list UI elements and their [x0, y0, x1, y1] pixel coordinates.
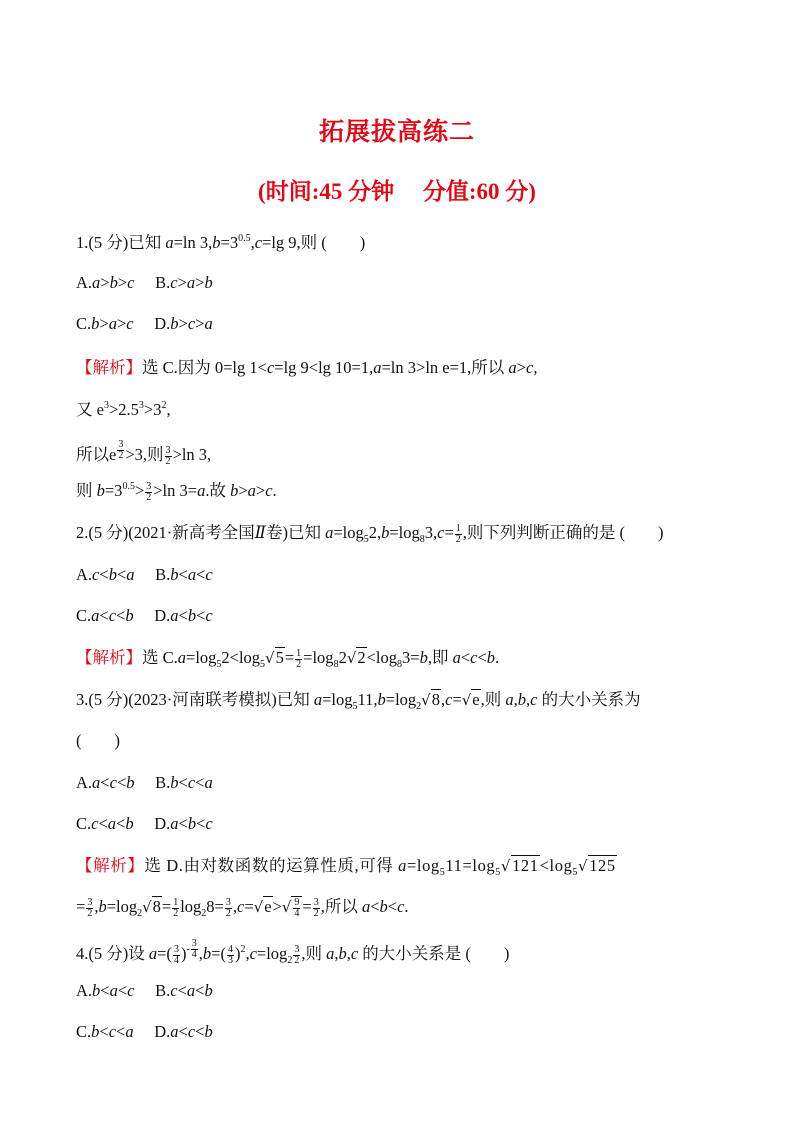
solution-tag: 【解析】 — [76, 358, 142, 377]
q1-solution-3: 所以e $^{\frac{3}{2}}$ >3,则 $\frac{3}{2}$ >ln 3, — [76, 439, 212, 467]
q3-paren: ( ) — [76, 731, 120, 750]
q3-solution-2: = $\frac{3}{2}$ $,b=\log_2√8=$ $\frac{1}{2}$ $\log_28=$ $\frac{3}{2}$ ,c=√e>√ $\frac{9}{4}$ = $\frac{3}{2}$ ,所以 a<b<c. — [76, 896, 409, 919]
q2-options-ab: A.c<b<a B.b<a<c — [76, 565, 213, 584]
q2-solution-1: 【解析】选 $C.a=\log_52<\log_5√5=$ $\frac{1}{2}$ $=\log_82√2<\log_83=b$,即 a<c<b. — [76, 647, 500, 670]
page-subtitle: (时间:45 分钟 分值:60 分) — [258, 179, 536, 205]
q4-stem: 4.(5 分)设 a=( $\frac{3}{4}$ )$^{- \frac{3}{4}}$ ,b=( $\frac{4}{3}$ )$^2,c=\log_2$ $\frac{3}{2}$ ,则 a,b,c 的大小关系是 ( ) — [76, 938, 510, 966]
q1-options-cd: C.b>a>c D.b>c>a — [76, 314, 213, 333]
q1-solution-4: 则 $b=3^{0.5}>$ $\frac{3}{2}$ >ln 3=a.故 b>a>c. — [76, 480, 277, 503]
q1-solution-2: 又 $e^3>2.5^3>3^2$, — [76, 400, 171, 419]
page-title: 拓展拔高练二 — [318, 117, 475, 146]
solution-tag: 【解析】 — [76, 856, 145, 875]
q3-stem: 3.(5 分)(2023·河南联考模拟)已知 $a=\log_511,b=\log_2√8,c=√e$,则 a,b,c 的大小关系为 — [76, 690, 641, 712]
q1-solution-1: 【解析】选 C.因为 0=lg 1<c=lg 9<lg 10=1,a=ln 3>ln e=1,所以 a>c, — [76, 358, 538, 377]
q3-options-ab: A.a<c<b B.b<c<a — [76, 773, 213, 792]
solution-tag: 【解析】 — [76, 648, 142, 667]
q4-options-cd: C.b<c<a D.a<c<b — [76, 1022, 213, 1041]
q1-stem: 1.(5 分)已知 a=ln $3,b=3^{0.5},c=\lg$ 9,则 ( ) — [76, 233, 366, 252]
q1-options-ab: A.a>b>c B.c>a>b — [76, 273, 213, 292]
q3-options-cd: C.c<a<b D.a<b<c — [76, 814, 213, 833]
q2-options-cd: C.a<c<b D.a<b<c — [76, 606, 213, 625]
q3-solution-1: 【解析】选 D.由对数函数的运算性质,可得 $a=\log_511=\log_5√121<\log_5√125$ — [76, 856, 616, 878]
q4-options-ab: A.b<a<c B.c<a<b — [76, 981, 213, 1000]
q2-stem: 2.(5 分)(2021·新高考全国Ⅱ卷)已知 $a=\log_52,b=\log_83,c=$ $\frac{1}{2}$ ,则下列判断正确的是 ( ) — [76, 522, 664, 545]
